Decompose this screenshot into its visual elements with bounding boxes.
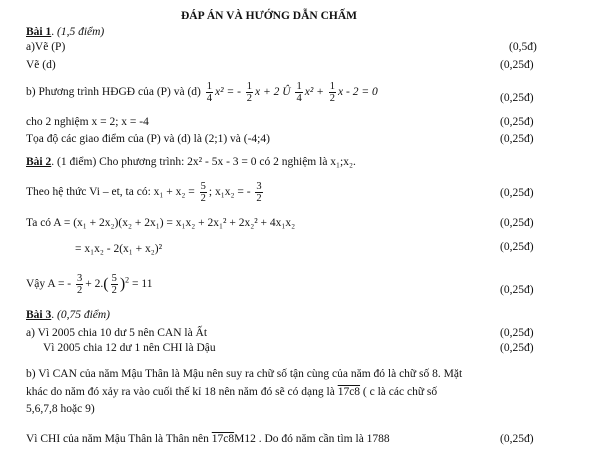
bai1-score-4: (0,25đ) bbox=[500, 116, 534, 128]
fraction: $\frac{3}{2}$ bbox=[77, 273, 83, 296]
bai2-l4-mid: + 2. bbox=[85, 278, 104, 291]
bai2-score-3: (0,25đ) bbox=[500, 241, 534, 253]
bai3-p2-pre: khác do năm đó xảy ra vào cuối thế kỉ 18 nên năm đó sẽ có dạng là bbox=[26, 386, 335, 398]
bai1-l3-b: x + 2 Û bbox=[255, 86, 291, 99]
bai2-l1-pre: Theo hệ thức Vi – et, ta có: x₁ + x₂ = bbox=[26, 186, 195, 199]
bai3-header: Bài 3. (0,75 điểm) bbox=[26, 309, 111, 321]
fraction: $\frac{1}{2}$ bbox=[329, 81, 336, 104]
bai2-heading: Bài 2 bbox=[26, 156, 52, 168]
bai2-intro: (1 điểm) Cho phương trình: 2x² - 5x - 3 = 0 có 2 nghiệm là x₁;x₂. bbox=[57, 156, 356, 168]
bai3-last-post: M12 . Do đó năm cần tìm là 1788 bbox=[234, 433, 390, 445]
bai2-line-2: Ta có A = (x₁ + 2x₂)(x₂ + 2x₁) = x₁x₂ + 2x₁² + 2x₂² + 4x₁x₂ bbox=[26, 217, 296, 229]
bai1-points: (1,5 điểm) bbox=[57, 26, 105, 38]
fraction: $\frac{5}{2}$ bbox=[111, 273, 117, 296]
bai3-score-1: (0,25đ) bbox=[500, 327, 534, 339]
bai2-l1-mid: ; x₁x₂ = - bbox=[208, 186, 251, 199]
bai1-score-1: (0,5đ) bbox=[509, 41, 537, 53]
bai1-score-5: (0,25đ) bbox=[500, 133, 534, 145]
bai3-score-2: (0,25đ) bbox=[500, 342, 534, 354]
bai1-line-4: cho 2 nghiệm x = 2; x = -4 bbox=[26, 116, 149, 128]
bai1-score-2: (0,25đ) bbox=[500, 59, 534, 71]
bai3-p2-overline: 17c8 bbox=[337, 386, 361, 398]
fraction: $\frac{5}{2}$ bbox=[200, 181, 206, 204]
bai2-line-4: Vậy A = - $\frac{3}{2}$ + 2.( $\frac{5}{2}$ )$^2$ = 11 bbox=[26, 273, 153, 296]
bai2-score-4: (0,25đ) bbox=[500, 284, 534, 296]
bai1-score-3: (0,25đ) bbox=[500, 92, 534, 104]
bai2-l4-end: = 11 bbox=[132, 278, 153, 291]
bai1-line-2: Vẽ (d) bbox=[26, 59, 56, 71]
bai3-line-1: a) Vì 2005 chia 10 dư 5 nên CAN là Ất bbox=[26, 327, 208, 339]
bai3-line-2: Vì 2005 chia 12 dư 1 nên CHI là Dậu bbox=[43, 342, 216, 354]
bai1-heading: Bài 1 bbox=[26, 26, 52, 38]
fraction: $\frac{1}{2}$ bbox=[246, 81, 253, 104]
bai2-score-2: (0,25đ) bbox=[500, 217, 534, 229]
bai1-line-1: a)Vẽ (P) bbox=[26, 41, 66, 53]
bai3-score-last: (0,25đ) bbox=[500, 433, 534, 445]
bai3-p2-post: ( c là các chữ số bbox=[362, 386, 438, 398]
bai1-l3-a: x² = - bbox=[215, 86, 241, 99]
bai2-line-1 bbox=[26, 181, 265, 204]
bai1-l3-c: x² + bbox=[304, 86, 324, 99]
bai3-last-line bbox=[26, 432, 390, 446]
bai2-line-3: = x₁x₂ - 2(x₁ + x₂)² bbox=[75, 243, 163, 255]
bai2-header: Bài 2. (1 điểm) Cho phương trình: 2x² - 5x - 3 = 0 có 2 nghiệm là x₁;x₂. bbox=[26, 156, 356, 168]
bai3-paragraph-2 bbox=[26, 385, 437, 399]
bai3-paragraph-3: 5,6,7,8 hoặc 9) bbox=[26, 403, 95, 415]
bai1-line-5: Tọa độ các giao điểm của (P) và (d) là (2;1) và (-4;4) bbox=[26, 133, 270, 145]
fraction: $\frac{3}{2}$ bbox=[256, 181, 262, 204]
page-title: ĐÁP ÁN VÀ HƯỚNG DẪN CHẤM bbox=[181, 10, 358, 22]
bai1-l3-d: x - 2 = 0 bbox=[338, 86, 378, 99]
bai2-l4-pre: Vậy A = - bbox=[26, 278, 72, 291]
fraction: $\frac{1}{4}$ bbox=[206, 81, 213, 104]
bai1-header: Bài 1. (1,5 điểm) bbox=[26, 26, 105, 38]
bai1-l3-text: b) Phương trình HĐGĐ của (P) và (d) bbox=[26, 86, 201, 99]
bai3-points: (0,75 điểm) bbox=[57, 309, 111, 321]
fraction: $\frac{1}{4}$ bbox=[296, 81, 302, 104]
bai2-score-1: (0,25đ) bbox=[500, 187, 534, 199]
bai3-paragraph-1: b) Vì CAN của năm Mậu Thân là Mậu nên suy ra chữ số tận cùng của năm đó là chữ số 8. Mặt bbox=[26, 368, 463, 380]
bai1-line-3 bbox=[26, 81, 378, 104]
bai3-last-overline: 17c8 bbox=[211, 433, 235, 445]
bai3-last-pre: Vì CHI của năm Mậu Thân là Thân nên bbox=[26, 433, 209, 445]
bai3-heading: Bài 3 bbox=[26, 309, 52, 321]
